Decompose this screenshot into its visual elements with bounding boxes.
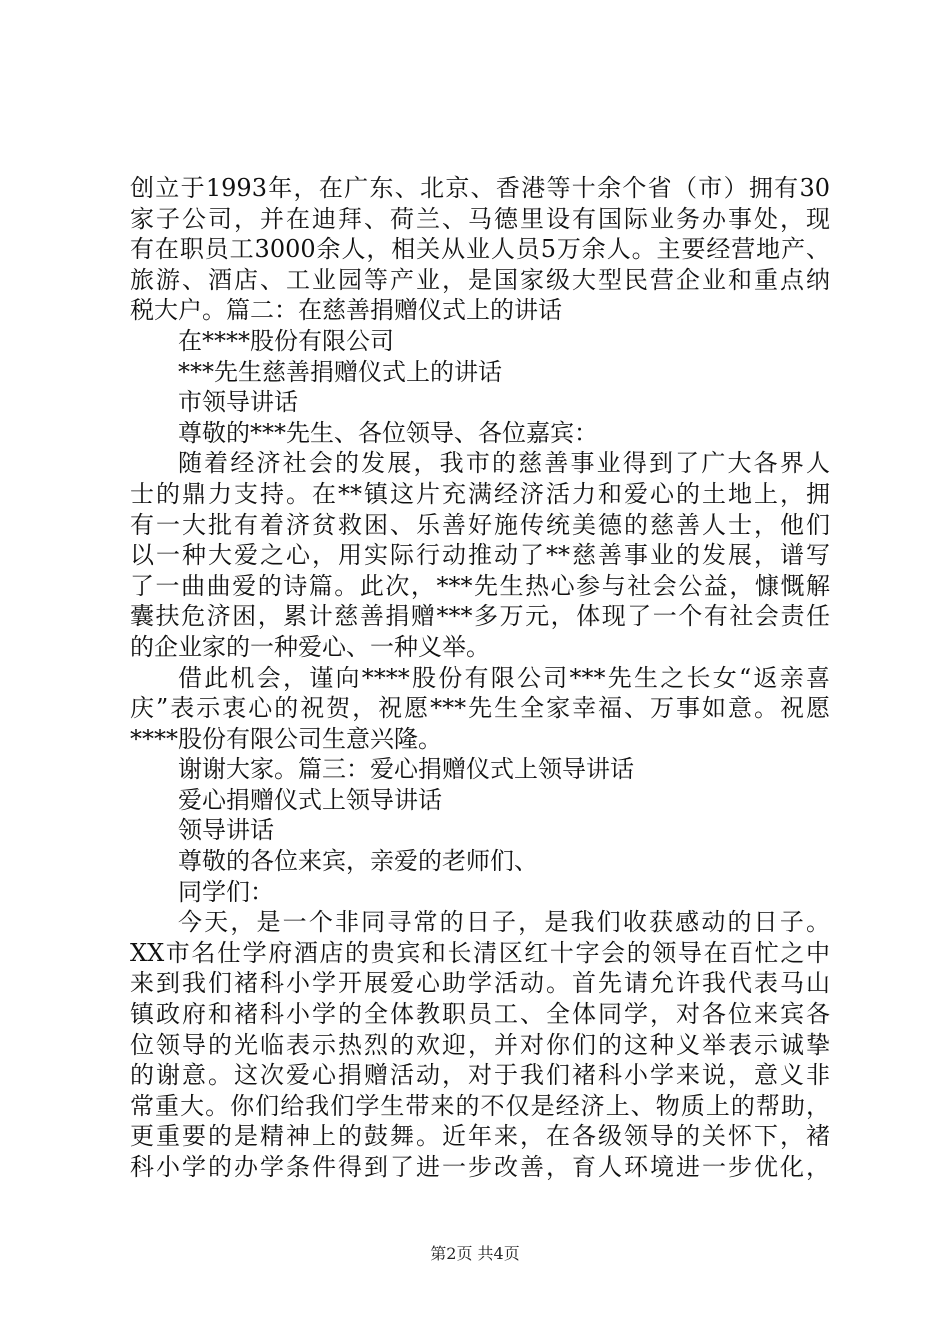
text-line: XX市名仕学府酒店的贵宾和长清区红十字会的领导在百忙之中 (130, 938, 830, 967)
text-line: 来到我们褚科小学开展爱心助学活动。首先请允许我代表马山 (130, 969, 830, 998)
text-line: 借此机会，谨向****股份有限公司***先生之长女“返亲喜 (178, 663, 830, 692)
text-line: 随着经济社会的发展，我市的慈善事业得到了广大各界人 (178, 449, 830, 478)
text-line: 谢谢大家。篇三：爱心捐赠仪式上领导讲话 (178, 755, 634, 784)
text-line: 同学们： (178, 877, 274, 906)
text-line: 科小学的办学条件得到了进一步改善，育人环境进一步优化， (130, 1153, 830, 1181)
text-line: 的企业家的一种爱心、一种义举。 (130, 632, 490, 661)
text-line: 旅游、酒店、工业园等产业，是国家级大型民营企业和重点纳 (130, 265, 830, 294)
text-line: 在****股份有限公司 (178, 326, 394, 355)
text-line: 税大户。篇二：在慈善捐赠仪式上的讲话 (130, 296, 562, 325)
text-line: ****股份有限公司生意兴隆。 (130, 724, 442, 753)
text-line: 常重大。你们给我们学生带来的不仅是经济上、物质上的帮助， (130, 1091, 830, 1120)
text-line: 有在职员工3000余人，相关从业人员5万余人。主要经营地产、 (130, 235, 830, 264)
text-line: 更重要的是精神上的鼓舞。近年来，在各级领导的关怀下，褚 (130, 1122, 830, 1151)
text-line: 有一大批有着济贫救困、乐善好施传统美德的慈善人士，他们 (130, 510, 830, 539)
text-line: 以一种大爱之心，用实际行动推动了**慈善事业的发展，谱写 (130, 541, 830, 570)
text-line: 镇政府和褚科小学的全体教职员工、全体同学，对各位来宾各 (130, 1000, 830, 1029)
text-line: 尊敬的各位来宾，亲爱的老师们、 (178, 847, 538, 876)
document-body (130, 173, 830, 1183)
text-line: 市领导讲话 (178, 388, 298, 417)
text-line: 的谢意。这次爱心捐赠活动，对于我们褚科小学来说，意义非 (130, 1061, 830, 1090)
text-line: 士的鼎力支持。在**镇这片充满经济活力和爱心的土地上，拥 (130, 479, 830, 508)
text-line: 创立于1993年，在广东、北京、香港等十余个省（市）拥有30 (130, 174, 830, 202)
page-footer: 第2页 共4页 (430, 1244, 520, 1263)
text-line: 囊扶危济困，累计慈善捐赠***多万元，体现了一个有社会责任 (130, 602, 830, 631)
text-line: 位领导的光临表示热烈的欢迎，并对你们的这种义举表示诚挚 (130, 1030, 830, 1059)
text-line: 领导讲话 (178, 816, 274, 845)
text-line: ***先生慈善捐赠仪式上的讲话 (178, 357, 502, 386)
text-line: 尊敬的***先生、各位领导、各位嘉宾： (178, 418, 598, 447)
text-line: 了一曲曲爱的诗篇。此次，***先生热心参与社会公益，慷慨解 (130, 571, 830, 600)
text-line: 爱心捐赠仪式上领导讲话 (178, 785, 442, 814)
text-line: 今天，是一个非同寻常的日子，是我们收获感动的日子。 (178, 908, 830, 937)
text-line: 家子公司，并在迪拜、荷兰、马德里设有国际业务办事处，现 (130, 204, 830, 233)
text-line: 庆”表示衷心的祝贺，祝愿***先生全家幸福、万事如意。祝愿 (130, 694, 830, 723)
